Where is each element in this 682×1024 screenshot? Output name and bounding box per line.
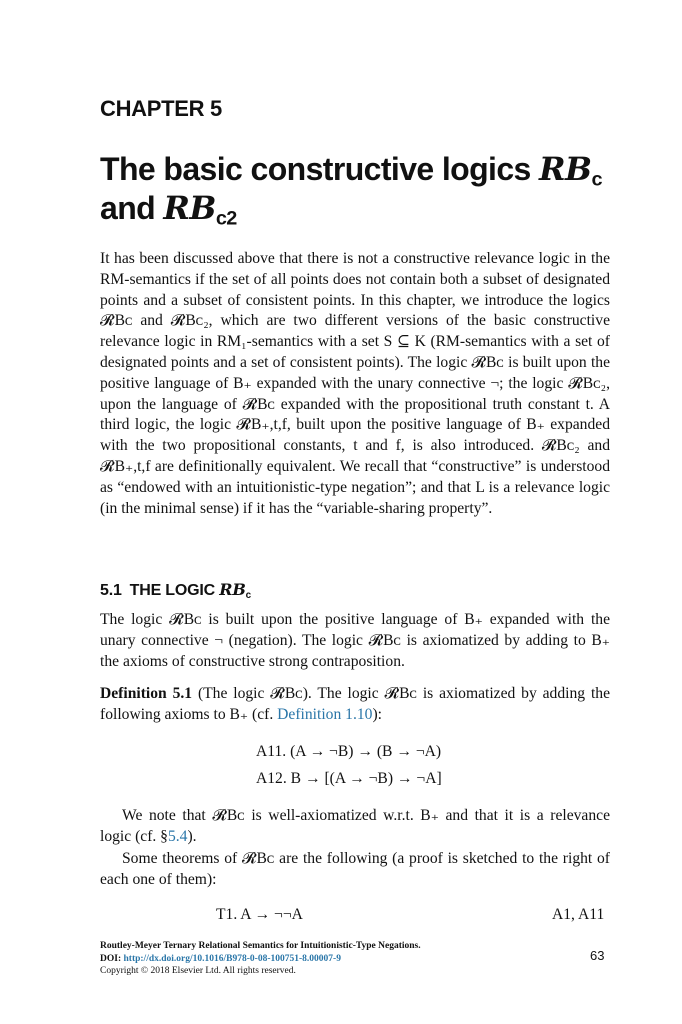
chapter-title-and: and: [100, 190, 164, 226]
section-heading: [100, 580, 251, 600]
definition-text: The logic 𝓡Bᴄ is axiomatized by adding the following axioms to B₊ (cf.: [100, 685, 610, 723]
section-number: 5.1: [100, 582, 122, 599]
logic-rbc2-subscript: c2: [215, 207, 237, 230]
footer-copyright: Copyright © 2018 Elsevier Ltd. All rights reserved.: [100, 966, 296, 976]
theorems-intro-paragraph: Some theorems of 𝓡Bᴄ are the following (a proof is sketched to the right of each one of them):: [100, 850, 610, 888]
definition-paren: (The logic 𝓡Bᴄ).: [192, 685, 312, 702]
theorem-t1-proof: A1, A11: [552, 906, 605, 923]
note-text: We note that 𝓡Bᴄ is well-axiomatized w.r.t. B₊ and that it is a relevance logic (cf. §: [100, 807, 610, 845]
page-footer: [100, 940, 520, 978]
note-paragraph: [100, 806, 610, 848]
axiom-a12: A12. B → [(A → ¬B) → ¬A]: [256, 770, 442, 787]
chapter-title: [100, 150, 620, 228]
footer-doi-link[interactable]: http://dx.doi.org/10.1016/B978-0-08-100751-8.00007-9: [123, 953, 341, 964]
note-ref-link[interactable]: 5.4: [167, 827, 188, 845]
definition-ref-link[interactable]: Definition 1.10: [277, 705, 373, 723]
theorem-t1: T1. A → ¬¬A: [216, 906, 303, 923]
definition-close: ):: [372, 705, 382, 723]
logic-rbc-subscript: c: [591, 168, 602, 191]
logic-rbc-symbol: RB: [539, 150, 592, 188]
page-number: 63: [590, 948, 605, 963]
note-close: ).: [187, 827, 197, 845]
axiom-a11: A11. (A → ¬B) → (B → ¬A): [256, 743, 442, 760]
logic-rbc2-symbol: RB: [163, 189, 216, 227]
chapter-title-prefix: The basic constructive logics: [100, 151, 540, 187]
section-title: THE LOGIC: [129, 582, 220, 599]
definition-paragraph: [100, 684, 610, 726]
footer-book-title: Routley-Meyer Ternary Relational Semantics for Intuitionistic-Type Negations.: [100, 941, 421, 951]
footer-doi: [100, 953, 520, 966]
section-paragraph: The logic 𝓡Bᴄ is built upon the positive language of B₊ expanded with the unary connective ¬ (negation). The logic 𝓡Bᴄ is axiomatized by adding to B₊ the axioms of constructive strong contraposition.: [100, 611, 610, 670]
footer-doi-label: DOI:: [100, 953, 124, 964]
section-logic-subscript: c: [245, 589, 251, 601]
definition-label: Definition 5.1: [100, 685, 193, 702]
section-logic-symbol: RB: [219, 580, 246, 599]
intro-paragraph: It has been discussed above that there is not a constructive relevance logic in the RM-semantics if the set of all points does not contain both a subset of designated points and a subset of consistent points. In this chapter, we introduce the logics 𝓡Bᴄ and 𝓡Bᴄ₂, which are two different versions of the basic constructive relevance logic in RM₁-semantics with a set S ⊆ K (RM-semantics with a set of designated points and a set of consistent points). The logic 𝓡Bᴄ is built upon the positive language of B₊ expanded with the unary connective ¬; the logic 𝓡Bᴄ₂, upon the language of 𝓡Bᴄ expanded with the propositional truth constant t. A third logic, the logic 𝓡B₊,t,f, built upon the positive language of B₊ expanded with the two propositional constants, t and f, is also introduced. 𝓡Bᴄ₂ and 𝓡B₊,t,f are definitionally equivalent. We recall that “constructive” is understood as “endowed with an intuitionistic-type negation”; and that L is a relevance logic (in the minimal sense) if it has the “variable-sharing property”.: [100, 250, 610, 517]
chapter-label: CHAPTER 5: [100, 96, 222, 121]
